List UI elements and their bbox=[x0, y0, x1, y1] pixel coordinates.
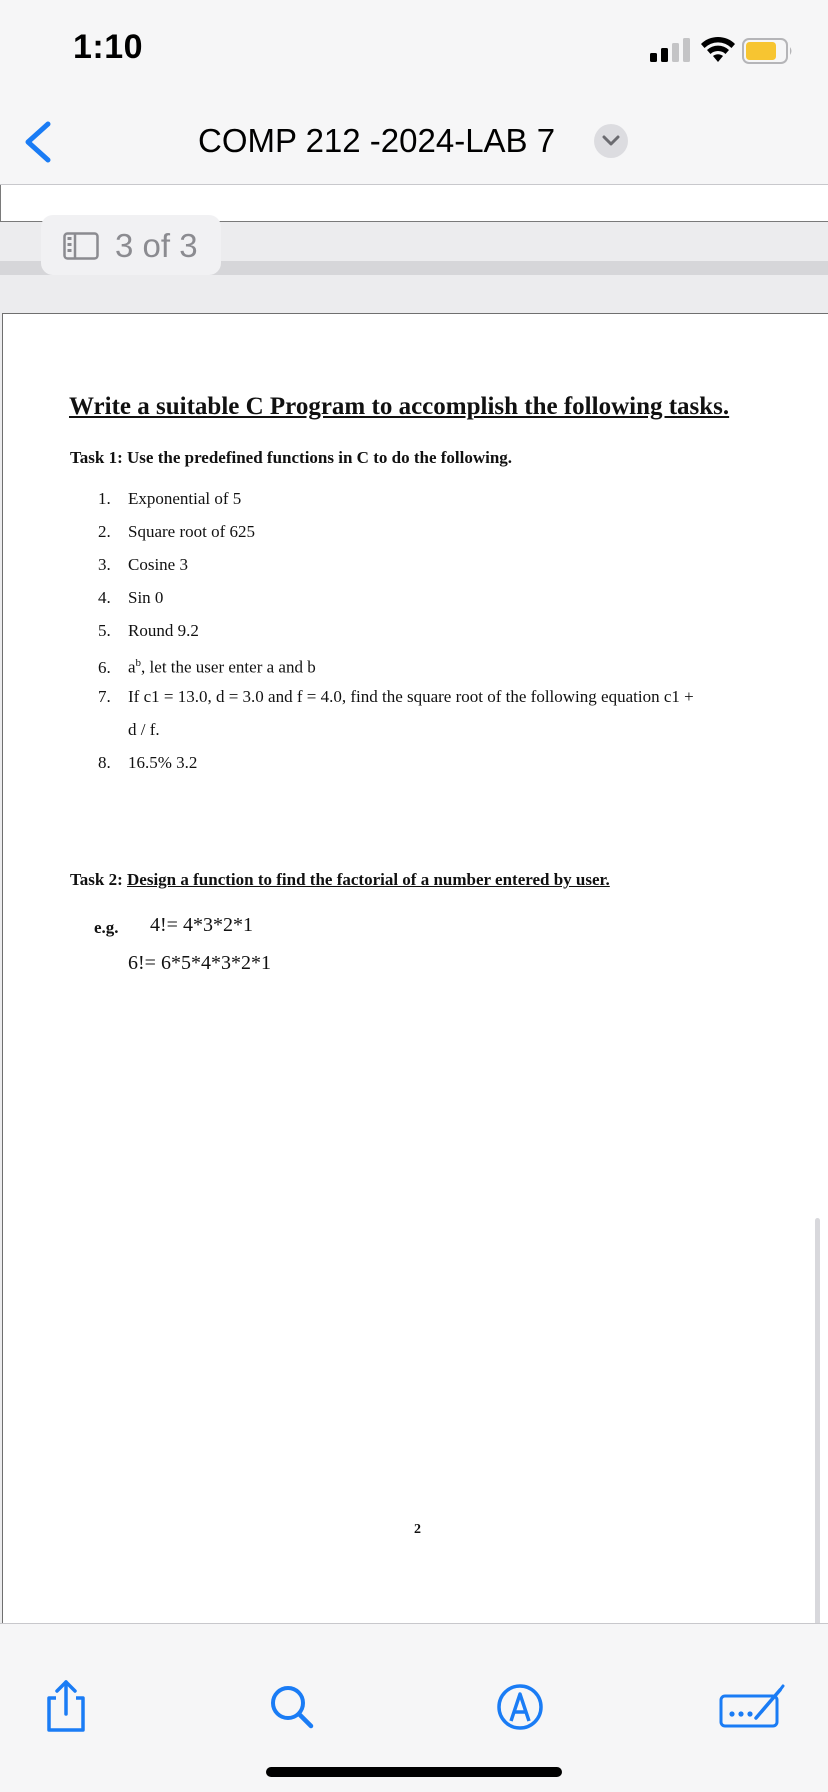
title-menu-button[interactable] bbox=[594, 124, 628, 158]
signature-icon bbox=[718, 1676, 786, 1736]
home-indicator bbox=[266, 1767, 562, 1777]
thumbnails-icon bbox=[63, 232, 99, 260]
example-line-2: 6!= 6*5*4*3*2*1 bbox=[128, 952, 271, 974]
task2-title: Task 2: Design a function to find the factorial of a number entered by user. bbox=[70, 870, 610, 889]
chevron-left-icon bbox=[18, 118, 62, 166]
page-content bbox=[0, 185, 828, 1623]
example-label: e.g. bbox=[94, 918, 119, 937]
nav-bar bbox=[0, 100, 828, 185]
task1-list bbox=[98, 482, 694, 779]
list-item: 4. Sin 0 bbox=[98, 588, 164, 607]
example-line-1: 4!= 4*3*2*1 bbox=[150, 914, 253, 936]
battery-icon bbox=[742, 38, 794, 64]
list-item: 2. Square root of 625 bbox=[98, 522, 256, 541]
chevron-down-icon bbox=[602, 134, 620, 148]
list-item: 1. Exponential of 5 bbox=[98, 489, 242, 508]
list-item: 7. If c1 = 13.0, d = 3.0 and f = 4.0, find the square root of the following equation c1 + bbox=[98, 687, 694, 706]
markup-button[interactable] bbox=[490, 1676, 550, 1736]
search-button[interactable] bbox=[262, 1676, 322, 1736]
back-button[interactable] bbox=[18, 118, 62, 166]
markup-icon bbox=[490, 1676, 550, 1736]
list-item: 3. Cosine 3 bbox=[98, 555, 188, 574]
list-item-continuation: d / f. bbox=[128, 720, 160, 739]
share-button[interactable] bbox=[36, 1676, 96, 1736]
document-heading: Write a suitable C Program to accomplish the following tasks. bbox=[69, 393, 730, 420]
share-icon bbox=[36, 1676, 96, 1736]
wifi-icon bbox=[700, 36, 736, 64]
list-item: 5. Round 9.2 bbox=[98, 621, 199, 640]
bottom-toolbar bbox=[0, 1623, 828, 1792]
list-item: 6. $a^b$, let the user enter a and b bbox=[98, 657, 316, 677]
signature-button[interactable] bbox=[718, 1676, 786, 1736]
list-item: 8. 16.5% 3.2 bbox=[98, 753, 198, 772]
page-indicator[interactable] bbox=[41, 215, 221, 275]
task1-title: Task 1: Use the predefined functions in C to do the following. bbox=[70, 448, 513, 467]
document-title[interactable]: COMP 212 -2024-LAB 7 bbox=[198, 122, 556, 159]
page-indicator-label: 3 of 3 bbox=[115, 227, 198, 264]
search-icon bbox=[262, 1676, 322, 1736]
document-viewport[interactable] bbox=[0, 185, 828, 1623]
status-bar bbox=[0, 0, 828, 100]
status-time: 1:10 bbox=[73, 28, 144, 66]
page-number: 2 bbox=[414, 1522, 421, 1537]
signal-icon bbox=[650, 38, 692, 62]
scrollbar[interactable] bbox=[815, 1218, 820, 1623]
